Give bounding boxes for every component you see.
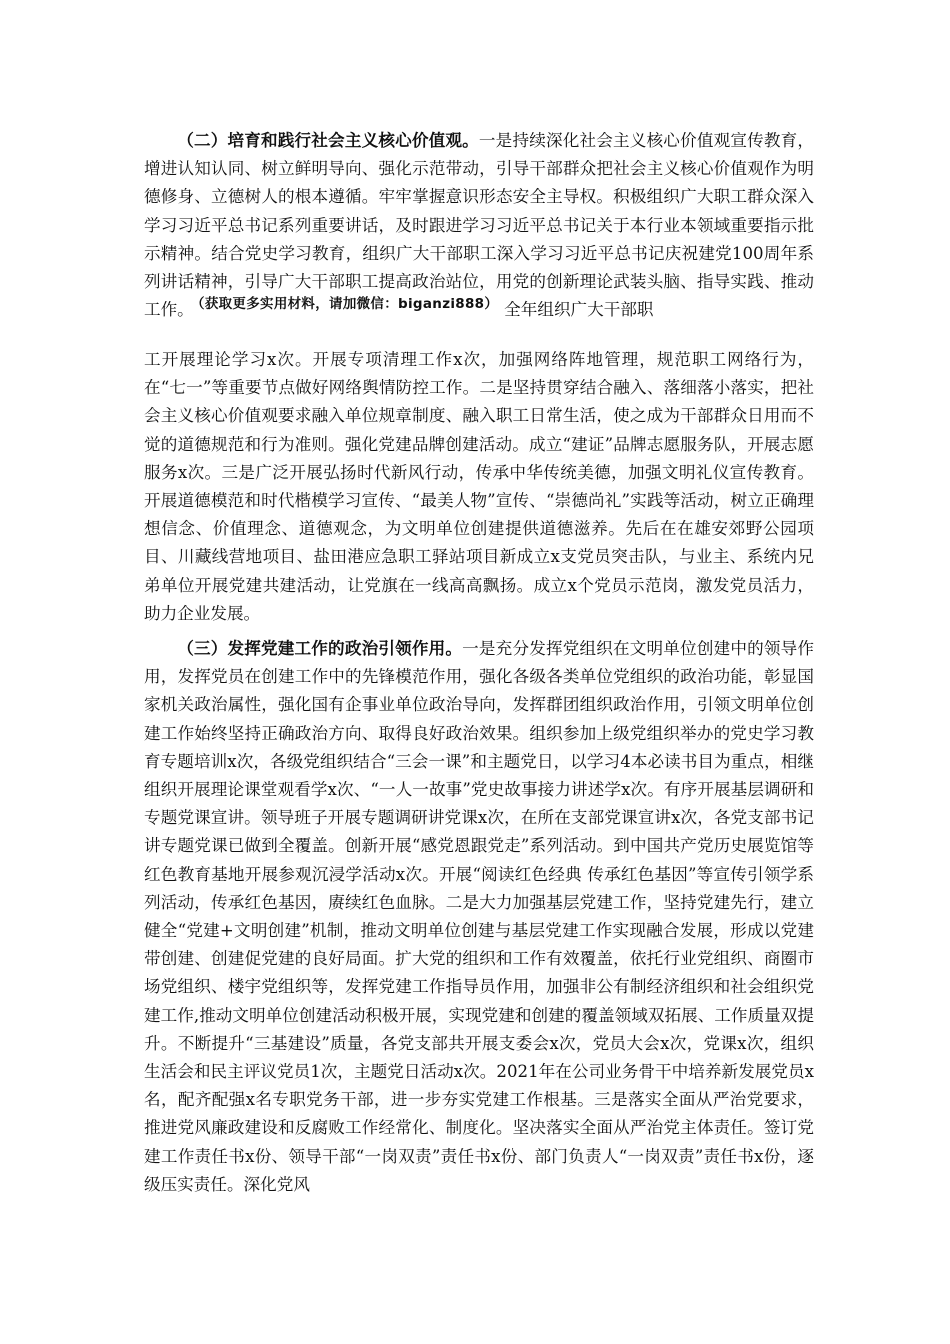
- section-2-text-c: 工开展理论学习x次。开展专项清理工作x次，加强网络阵地管理，规范职工网络行为，在“七一”等重要节点做好网络舆情防控工作。二是坚持贯穿结合融入、落细落小落实，把社会主义核心价值观要求融入单位规章制度、融入职工日常生活，使之成为干部群众日用而不觉的道德规范和行为准则。强化党建品牌创建活动。成立“建证”品牌志愿服务队，开展志愿服务x次。三是广泛开展弘扬时代新风行动，传承中华传统美德，加强文明礼仪宣传教育。开展道德模范和时代楷模学习宣传、“最美人物”宣传、“崇德尚礼”实践等活动，树立正确理想信念、价值理念、道德观念，为文明单位创建提供道德滋养。先后在在雄安郊野公园项目、川藏线营地项目、盐田港应急职工驿站项目新成立x支党员突击队，与业主、系统内兄弟单位开展党建共建活动，让党旗在一线高高飘扬。成立x个党员示范岗，激发党员活力，助力企业发展。: [144, 350, 814, 623]
- section-3-text: 一是充分发挥党组织在文明单位创建中的领导作用，发挥党员在创建工作中的先锋模范作用，强化各级各类单位党组织的政治功能，彰显国家机关政治属性，强化国有企事业单位政治导向，发挥群团组织政治作用，引领文明单位创建工作始终坚持正确政治方向、取得良好政治效果。组织参加上级党组织举办的党史学习教育专题培训x次，各级党组织结合“三会一课”和主题党日，以学习4本必读书目为重点，相继组织开展理论课堂观看学x次、“一人一故事”党史故事接力讲述学x次。有序开展基层调研和专题党课宣讲。领导班子开展专题调研讲党课x次，在所在支部党课宣讲x次，各党支部书记讲专题党课已做到全覆盖。创新开展“感党恩跟党走”系列活动。到中国共产党历史展览馆等红色教育基地开展参观沉浸学活动x次。开展“阅读红色经典 传承红色基因”等宣传引领学系列活动，传承红色基因，赓续红色血脉。二是大力加强基层党建工作，坚持党建先行，建立健全“党建+文明创建”机制，推动文明单位创建与基层党建工作实现融合发展，形成以党建带创建、创建促党建的良好局面。扩大党的组织和工作有效覆盖，依托行业党组织、商圈市场党组织、楼宇党组织等，发挥党建工作指导员作用，加强非公有制经济组织和社会组织党建工作,推动文明单位创建活动积极开展，实现党建和创建的覆盖领域双拓展、工作质量双提升。不断提升“三基建设”质量，各党支部共开展支委会x次，党员大会x次，党课x次，组织生活会和民主评议党员1次，主题党日活动x次。2021年在公司业务骨干中培养新发展党员x名，配齐配强x名专职党务干部，进一步夯实党建工作根基。三是落实全面从严治党要求，推进党风廉政建设和反腐败工作经常化、制度化。坚决落实全面从严治党主体责任。签订党建工作责任书x份、领导干部“一岗双责”责任书x份、部门负责人“一岗双责”责任书x份，逐级压实责任。深化党风: [144, 639, 815, 1194]
- section-2-heading: （二）培育和践行社会主义核心价值观。: [177, 130, 479, 150]
- section-2-text-a: 一是持续深化社会主义核心价值观宣传教育，增进认知认同、树立鲜明导向、强化示范带动，引导干部群众把社会主义核心价值观作为明德修身、立德树人的根本遵循。牢牢掌握意识形态安全主导权。积极组织广大职工群众深入学习习近平总书记系列重要讲话，及时跟进学习习近平总书记关于本行业本领域重要指示批示精神。结合党史学习教育，组织广大干部职工深入学习习近平总书记庆祝建党100周年系列讲话精神，引导广大干部职工提高政治站位，用党的创新理论武装头脑、指导实践、推动工作。: [144, 131, 815, 320]
- section-2-continuation: [144, 346, 814, 628]
- section-3-paragraph: [144, 634, 814, 1199]
- wechat-note: （获取更多实用材料，请加微信：biganzi888）: [197, 296, 499, 313]
- section-2-text-b: 全年组织广大干部职: [504, 300, 654, 320]
- section-2-paragraph: [144, 126, 814, 325]
- section-3-heading: （三）发挥党建工作的政治引领作用。: [177, 638, 463, 658]
